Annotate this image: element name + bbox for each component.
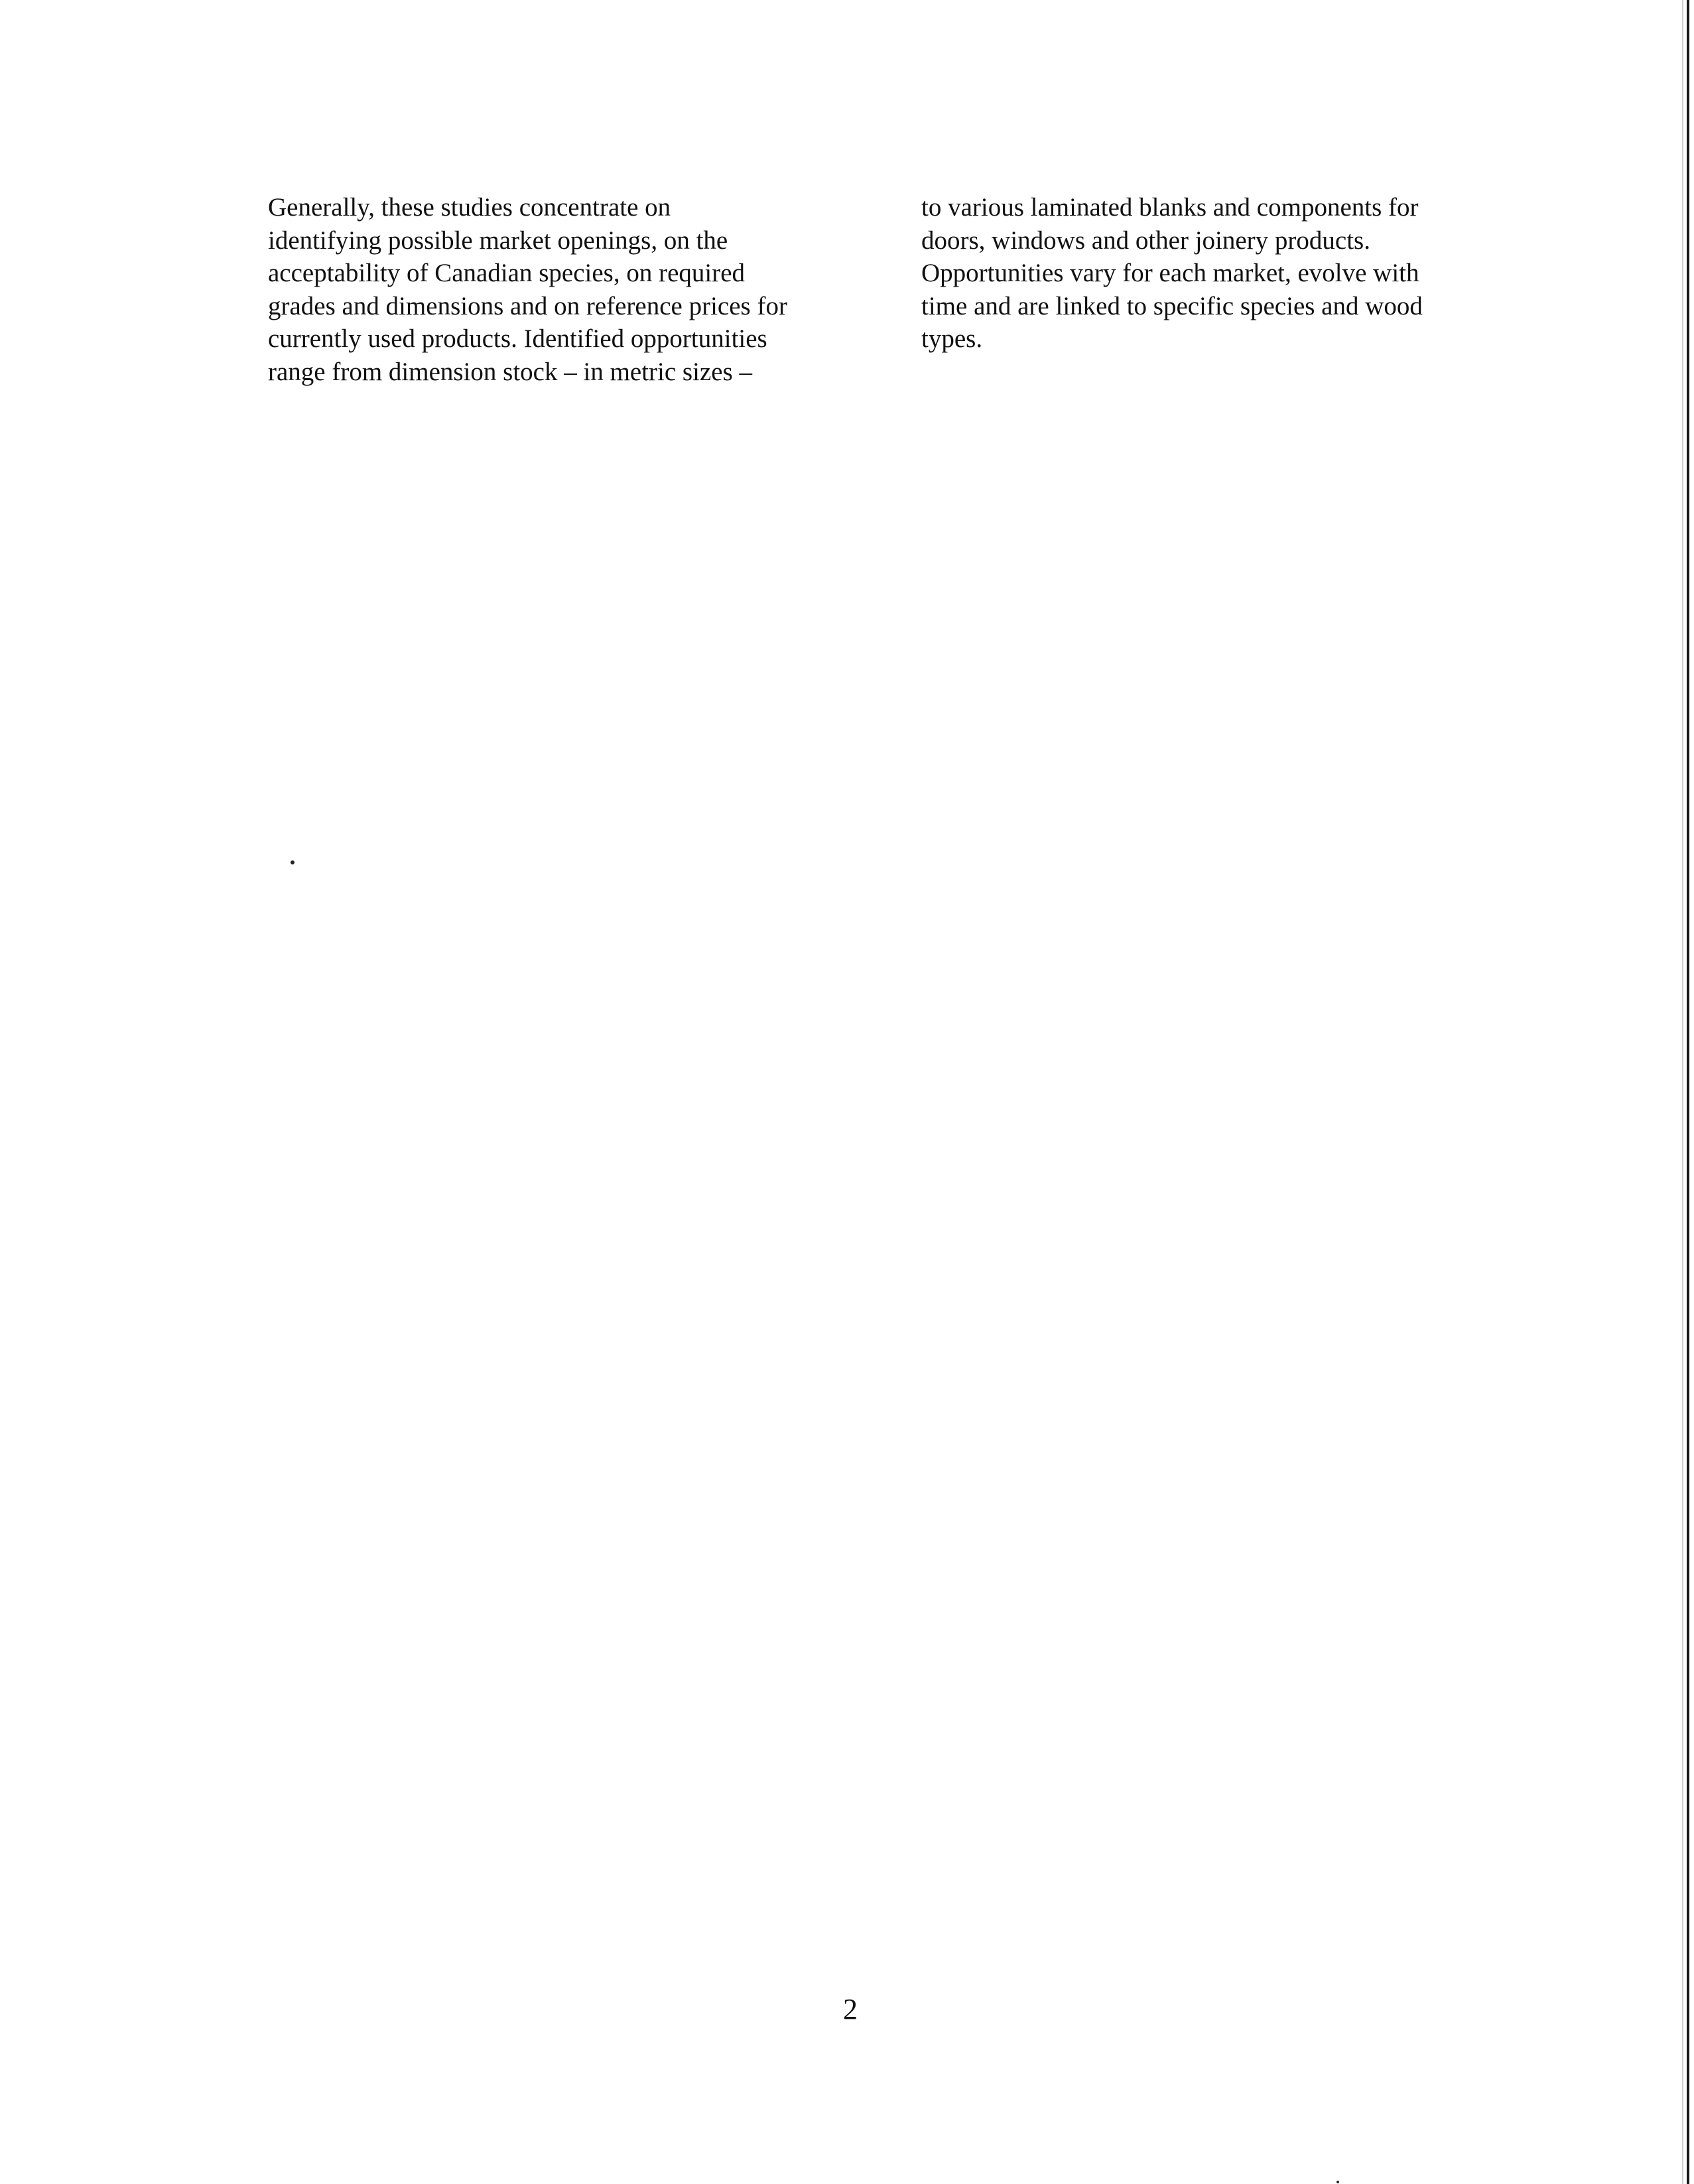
- left-text-column: [268, 191, 838, 388]
- text-line: Opportunities vary for each market, evolve with: [921, 259, 1419, 287]
- text-line: currently used products. Identified opportunities: [268, 324, 767, 353]
- text-line: Generally, these studies concentrate on: [268, 193, 671, 222]
- scan-speck: [1336, 2181, 1339, 2183]
- text-line: time and are linked to specific species and wood: [921, 291, 1423, 320]
- text-line: identifying possible market openings, on the: [268, 226, 728, 255]
- text-line: doors, windows and other joinery products.: [921, 226, 1370, 255]
- scan-speck: [291, 860, 294, 864]
- text-line: grades and dimensions and on reference prices for: [268, 291, 787, 320]
- scan-edge-shadow: [1682, 0, 1683, 2184]
- text-line: acceptability of Canadian species, on required: [268, 259, 746, 287]
- right-text-column: [921, 191, 1492, 356]
- text-line: range from dimension stock – in metric sizes –: [268, 357, 752, 386]
- scan-edge-line: [1687, 0, 1689, 2184]
- text-line: types.: [921, 324, 983, 353]
- page-number: 2: [843, 1993, 858, 2025]
- text-line: to various laminated blanks and components for: [921, 193, 1419, 222]
